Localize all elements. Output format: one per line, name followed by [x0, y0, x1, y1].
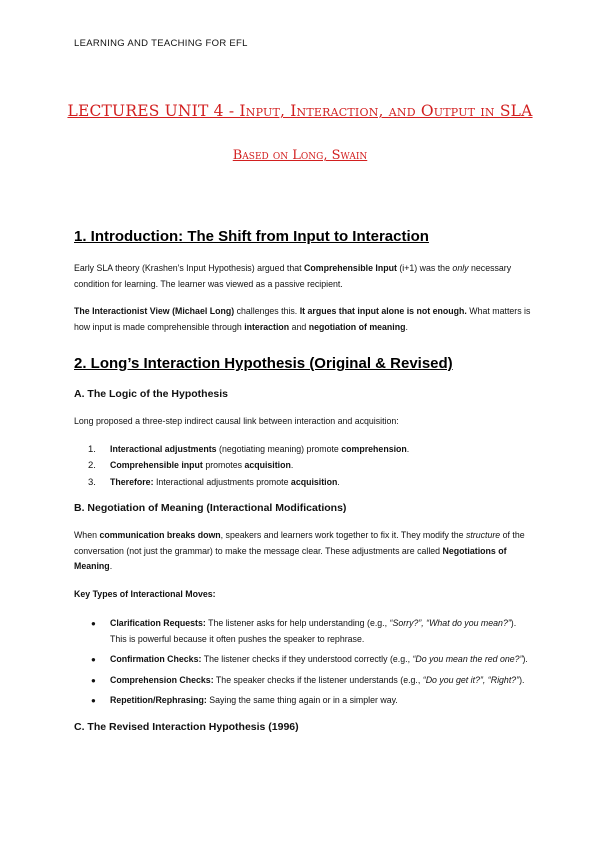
- moves-label: Key Types of Interactional Moves:: [74, 588, 216, 599]
- bullet-list: [74, 616, 534, 709]
- section-heading: 2. Long’s Interaction Hypothesis (Original & Revised): [74, 355, 453, 372]
- document-body: [74, 228, 534, 747]
- bullet-icon: ●: [91, 696, 96, 705]
- paragraph-input-hypothesis: Early SLA theory (Krashen's Input Hypothesis) argued that Comprehensible Input (i+1) was the only necessary condition for learning. The learner was viewed as a passive recipient.: [74, 263, 512, 289]
- list-item: ● Clarification Requests: The listener asks for help understanding (e.g., “Sorry?”, “What do you mean?”). This is powerful because it often pushes the speaker to rephrase.: [91, 618, 517, 644]
- paragraph-logic-intro: Long proposed a three-step indirect causal link between interaction and acquisition:: [74, 416, 399, 426]
- list-item: ● Repetition/Rephrasing: Saying the same thing again or in a simpler way.: [74, 693, 534, 709]
- paragraph-negotiation: When communication breaks down, speakers and learners work together to fix it. They modify the structure of the conversation (not just the grammar) to make the message clear. These adjustments are called Negotiations of Meaning.: [74, 530, 525, 571]
- section-heading: 1. Introduction: The Shift from Input to Interaction: [74, 228, 429, 245]
- bullet-icon: ●: [91, 619, 96, 628]
- document-title: LECTURES UNIT 4 - Input, Interaction, and Output in SLA: [67, 102, 533, 120]
- subsection-heading: B. Negotiation of Meaning (Interactional Modifications): [74, 502, 347, 514]
- numbered-list: [74, 442, 534, 491]
- bullet-icon: ●: [91, 675, 96, 685]
- list-item: ● Comprehension Checks: The speaker checks if the listener understands (e.g., “Do you get it?”, “Right?”).: [74, 673, 534, 689]
- bullet-icon: ●: [91, 655, 96, 664]
- list-item: 3. Therefore: Interactional adjustments promote acquisition.: [88, 476, 340, 488]
- list-item: 2. Comprehensible input promotes acquisition.: [88, 460, 294, 471]
- subsection-heading: A. The Logic of the Hypothesis: [74, 388, 229, 400]
- section-interaction-hypothesis: [74, 355, 534, 733]
- paragraph-interactionist-view: The Interactionist View (Michael Long) challenges this. It argues that input alone is not enough. What matters is how input is made comprehensible through interaction and negotiation of meaning.: [74, 306, 531, 332]
- document-subtitle: Based on Long, Swain: [232, 148, 368, 163]
- list-item: ● Confirmation Checks: The listener checks if they understood correctly (e.g., “Do you mean the red one?”).: [74, 652, 534, 668]
- subsection-heading: C. The Revised Interaction Hypothesis (1996): [74, 720, 299, 733]
- section-introduction: [74, 228, 534, 335]
- page-header: LEARNING AND TEACHING FOR EFL: [74, 38, 248, 49]
- list-item: 1. Interactional adjustments (negotiating meaning) promote comprehension.: [88, 443, 410, 455]
